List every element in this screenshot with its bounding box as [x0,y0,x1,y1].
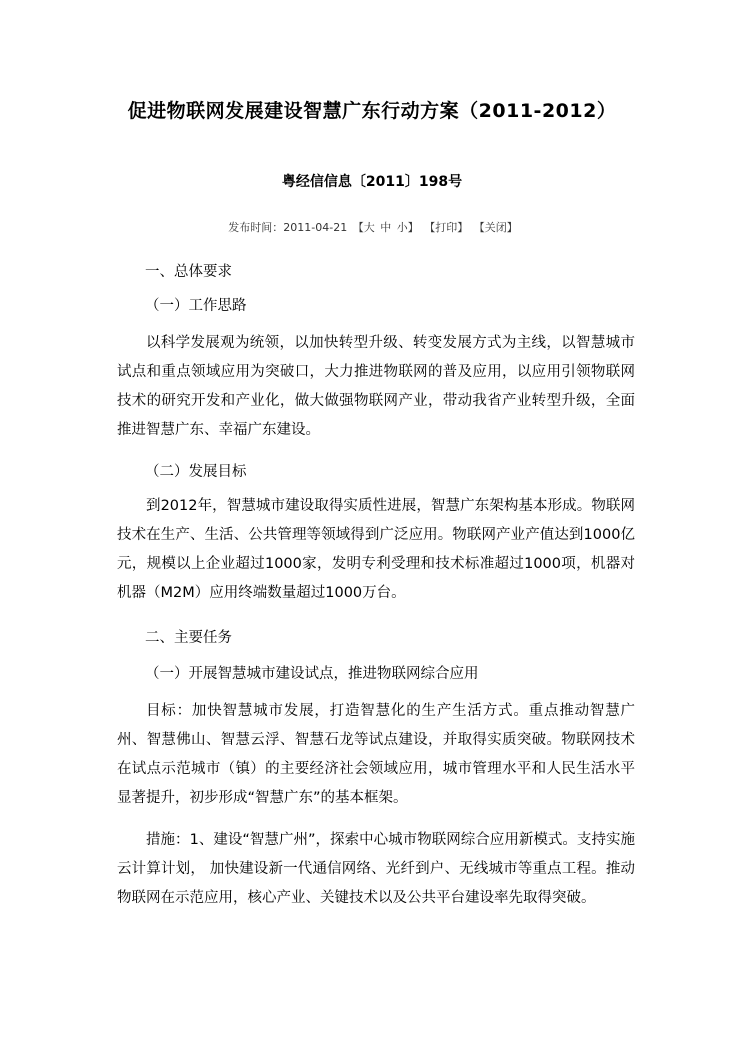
subsection-heading-work-approach: （一）工作思路 [145,298,247,314]
font-size-small-link[interactable]: 小】 [396,221,419,234]
print-link[interactable]: 【打印】 [424,221,469,234]
close-link[interactable]: 【关闭】 [473,221,518,234]
subsection-heading-development-goals: （二）发展目标 [145,464,247,480]
document-title: 促进物联网发展建设智慧广东行动方案（2011-2012） [127,100,617,122]
font-size-large-link[interactable]: 【大 [352,221,375,234]
section-heading-main-tasks: 二、主要任务 [145,630,232,646]
publish-meta-bar [0,219,744,235]
paragraph-work-approach: 以科学发展观为统领，以加快转型升级、转变发展方式为主线，以智慧城市试点和重点领域应用为突破口，大力推进物联网的普及应用，以应用引领物联网技术的研究开发和产业化，做大做强物联网产业，带动我省产业转型升级，全面推进智慧广东、幸福广东建设。 [117,335,635,438]
paragraph-smart-city-goal: 目标：加快智慧城市发展，打造智慧化的生产生活方式。重点推动智慧广州、智慧佛山、智慧云浮、智慧石龙等试点建设，并取得实质突破。物联网技术在试点示范城市（镇）的主要经济社会领域应用，城市管理水平和人民生活水平显著提升，初步形成“智慧广东”的基本框架。 [117,703,635,806]
section-heading-general-requirements: 一、总体要求 [145,264,232,280]
subsection-heading-smart-city-pilot: （一）开展智慧城市建设试点，推进物联网综合应用 [145,666,479,682]
document-number: 粤经信信息〔2011〕198号 [281,174,463,190]
paragraph-smart-city-measures: 措施：1、建设“智慧广州”，探索中心城市物联网综合应用新模式。支持实施云计算计划， 加快建设新一代通信网络、光纤到户、无线城市等重点工程。推动物联网在示范应用，核心产业、关键技术以及公共平台建设率先取得突破。 [117,832,635,906]
font-size-medium-link[interactable]: 中 [380,221,392,234]
paragraph-development-goals: 到2012年，智慧城市建设取得实质性进展，智慧广东架构基本形成。物联网技术在生产、生活、公共管理等领域得到广泛应用。物联网产业产值达到1000亿元，规模以上企业超过1000家，发明专利受理和技术标准超过1000项，机器对机器（M2M）应用终端数量超过1000万台。 [117,498,635,601]
publish-date: 发布时间：2011-04-21 [228,221,348,234]
